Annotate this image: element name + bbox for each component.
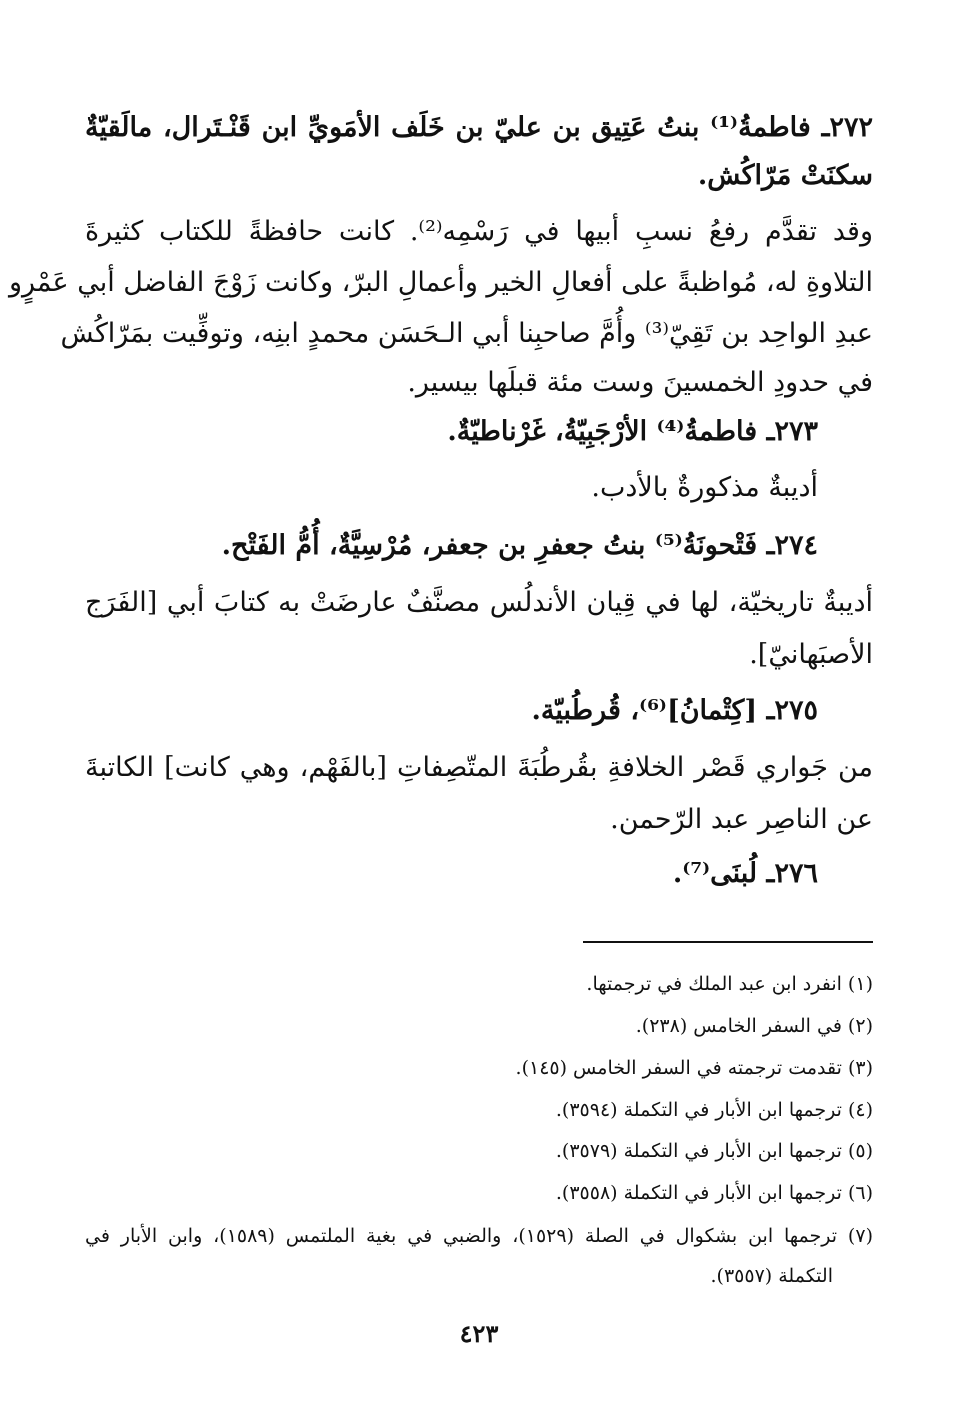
footnote-7-line-1: (٧) ترجمها ابن بشكوال في الصلة (١٥٢٩)، والضبي في بغية الملتمس (١٥٨٩)، وابن الأبار في bbox=[85, 1225, 873, 1247]
entry-276-title: ٢٧٦ـ لُبنَى⁽⁷⁾. bbox=[672, 858, 818, 889]
entry-273-title: ٢٧٣ـ فاطمةُ⁽⁴⁾ الأرْجَبِيّةُ، غَرْناطيّةٌ. bbox=[447, 416, 818, 447]
entry-274-title: ٢٧٤ـ فَتْحونَةُ⁽⁵⁾ بنتُ جعفرِ بن جعفر، مُرْسِيَّةٌ، أُمُّ الفَتْح. bbox=[221, 530, 818, 561]
footnote-3: (٣) تقدمت ترجمته في السفر الخامس (١٤٥). bbox=[515, 1057, 873, 1079]
entry-275-title: ٢٧٥ـ [كِتْمانُ]⁽⁶⁾، قُرطُبيّة. bbox=[531, 695, 818, 726]
footnote-5: (٥) ترجمها ابن الأبار في التكملة (٣٥٧٩). bbox=[555, 1140, 873, 1162]
entry-272-body-line-1: وقد تقدَّم رفعُ نسبِ أبيها في رَسْمِه⁽²⁾. كانت حافظةً للكتاب كثيرةَ bbox=[85, 216, 873, 247]
entry-274-body-line-1: أديبةٌ تاريخيّة، لها في قِيان الأندلُس مصنَّفٌ عارضَتْ به كتابَ أبي [الفَرَج bbox=[85, 587, 873, 618]
page-number: ٤٢٣ bbox=[459, 1319, 499, 1348]
footnote-7-line-2: التكملة (٣٥٥٧). bbox=[710, 1265, 833, 1287]
footnote-1: (١) انفرد ابن عبد الملك في ترجمتها. bbox=[586, 973, 873, 995]
entry-272-title-line-2: سكنَتْ مَرّاكُش. bbox=[697, 160, 873, 191]
footnote-2: (٢) في السفر الخامس (٢٣٨). bbox=[635, 1015, 873, 1037]
entry-275-body-line-1: من جَواري قَصْر الخلافةِ بقُرطُبَةَ المتّصِفاتِ [بالفَهْم، وهي كانت] الكاتبةَ bbox=[85, 752, 873, 783]
footnote-divider bbox=[583, 941, 873, 943]
entry-272-title-line-1: ٢٧٢ـ فاطمةُ⁽¹⁾ بنتُ عَتِيق بن عليّ بن خَلَف الأمَويِّ ابن قَنْـتَرال، مالَقيّةٌ bbox=[85, 112, 873, 143]
entry-272-body-line-3: عبدِ الواحِد بن تَقِيّ⁽³⁾ وأُمَّ صاحبِنا أبي الـحَسَن محمدٍ ابنِه، وتوفِّيت بمَرّاكُش bbox=[60, 318, 873, 349]
entry-272-body-line-2: التلاوةِ له، مُواظبةً على أفعالِ الخير وأعمالِ البرّ، وكانت زَوْجَ الفاضل أبي عَمْرٍو bbox=[8, 267, 873, 298]
entry-274-body-line-2: الأصبَهانيّ]. bbox=[749, 639, 873, 670]
entry-275-body-line-2: عن الناصِر عبد الرّحمن. bbox=[610, 804, 873, 835]
footnote-4: (٤) ترجمها ابن الأبار في التكملة (٣٥٩٤). bbox=[555, 1099, 873, 1121]
footnote-6: (٦) ترجمها ابن الأبار في التكملة (٣٥٥٨). bbox=[555, 1182, 873, 1204]
entry-273-body-line-1: أديبةٌ مذكورةٌ بالأدب. bbox=[591, 472, 818, 503]
entry-272-body-line-4: في حدودِ الخمسينَ وست مئة قبلَها بيسير. bbox=[407, 367, 873, 398]
